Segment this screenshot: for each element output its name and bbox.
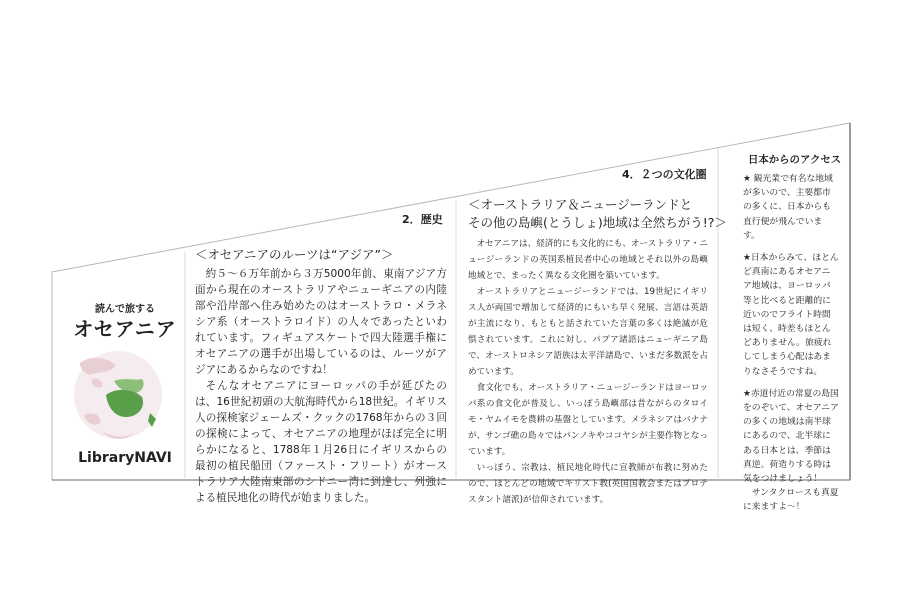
brand-big-title: オセアニア	[73, 317, 177, 341]
access-heading: 日本からのアクセス	[748, 154, 842, 166]
access-paragraph: ★ 観光業で有名な地域が多いので、主要都市の多くに、日本からも直行便が飛んでいます。	[743, 174, 833, 241]
access-paragraph: ★日本からみて、ほとんど真南にあるオセアニア地域は、ヨーロッパ等と比べると距離的に近いのでフライト時間は短く、時差もほとんどありません。旅疲れしてしまう心配はあまりなさそうですね。	[743, 253, 839, 377]
history-paragraph: 約５～６万年前から３万5000年前、東南アジア方面から現在のオーストラリアやニューギニアの内陸部や沿岸部へ住み始めたのはオーストラロ・メラネシア系（オーストラロイド）の人々であったといわれています。フィギュアスケートで四大陸選手権にオセアニアの選手が出場しているのは、ルーツがアジアにあるからなのですね！	[195, 268, 447, 376]
culture-heading: 4．２つの文化圏	[622, 168, 707, 181]
history-paragraph: そんなオセアニアにヨーロッパの手が延びたのは、16世紀初頭の大航海時代から18世紀。イギリス人の探検家ジェームズ・クックの1768年からの３回の探検によって、オセアニアの地理がほぼ完全に明らかになると、1788年１月26日にイギリスからの最初の植民船団（ファースト・フリート）がオーストラリア大陸南東部のシドニー湾に到達し、列強による植民地化の時代が始まりました。	[195, 380, 447, 504]
culture-body	[468, 236, 708, 508]
history-body	[195, 266, 447, 506]
access-paragraph: サンタクロースも真夏に来ますよ～！	[743, 488, 839, 513]
culture-paragraph: オーストラリアとニュージーランドでは、19世紀にイギリス人が両国で増加して経済的にもいち早く発展、言語は英語が主流になり、もともと話されていた言葉の多くは絶滅が危惧されています。これに対し、パプア諸語はニューギニア島で、オーストロネシア語族は太平洋諸島で、いまだ多数派を占めています。	[468, 287, 708, 377]
brand-small-title: 読んで旅する	[95, 304, 155, 315]
culture-lead-line2: その他の島嶼(とうしょ)地域は全然ちがう!?＞	[468, 215, 727, 230]
history-heading: 2．歴史	[402, 213, 443, 226]
culture-paragraph: オセアニアは、経済的にも文化的にも、オーストラリア・ニュージーランドの英国系植民者中心の地域とそれ以外の島嶼地域とで、まったく異なる文化圏を築いています。	[468, 239, 708, 281]
access-paragraph: ★赤道付近の常夏の島国をのぞいて、オセアニアの多くの地域は南半球にあるので、北半球にある日本とは、季節は真逆。荷造りする時は気をつけましょう！	[743, 388, 839, 485]
history-lead: ＜オセアニアのルーツは“アジア”＞	[195, 247, 394, 262]
culture-paragraph: いっぽう、宗教は、植民地化時代に宣教師が布教に努めたので、ほとんどの地域でキリスト教(英国国教会またはプロテスタント諸派)が信仰されています。	[468, 463, 708, 505]
culture-lead-line1: ＜オーストラリア＆ニュージーランドと	[468, 197, 693, 212]
culture-paragraph: 食文化でも、オーストラリア・ニュージーランドはヨーロッパ系の食文化が普及し、いっぽう島嶼部は昔ながらのタロイモ・ヤムイモを農耕の基盤としています。メラネシアはバナナが、サンゴ礁の島々ではパンノキやココヤシが主要作物となっています。	[468, 383, 708, 457]
brand-footer: LibraryNAVI	[78, 450, 172, 466]
oceania-map-icon	[72, 345, 172, 445]
access-body	[743, 172, 839, 523]
